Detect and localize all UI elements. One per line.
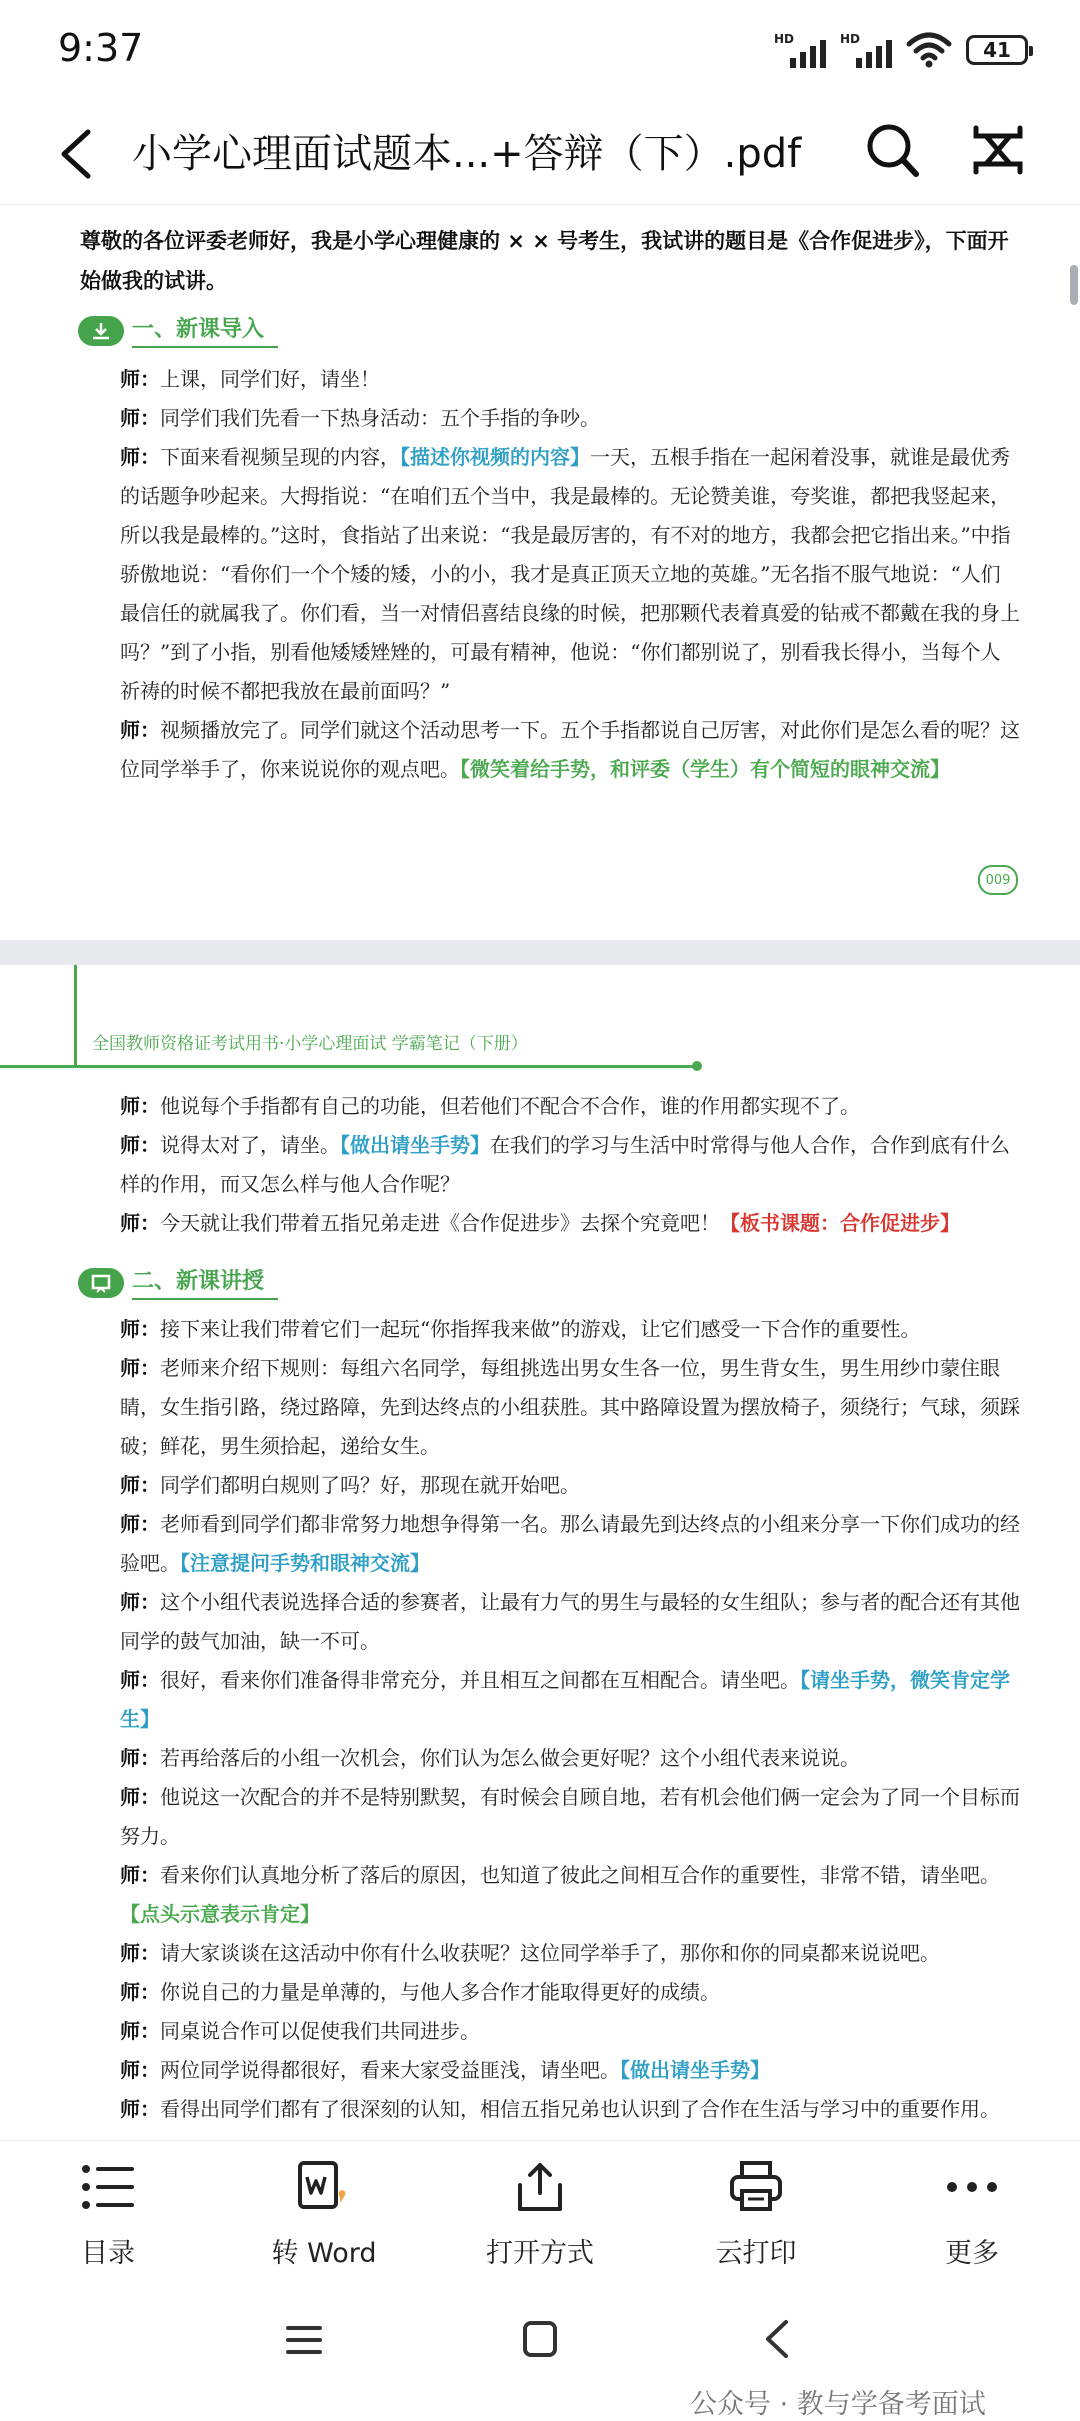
speaker-label: 师： xyxy=(120,2058,160,2082)
line-text: 很好，看来你们准备得非常充分，并且相互之间都在互相配合。请坐吧。 xyxy=(160,1668,800,1692)
pdf-viewer[interactable] xyxy=(0,205,1080,2140)
speaker-label: 师： xyxy=(120,1980,160,2004)
speaker-label: 师： xyxy=(120,2097,160,2121)
line-text: 在我们的学习与生活中时常得与他人合作，合作到底有什么样的作用，而又怎么样与他人合作呢？ xyxy=(120,1133,1010,1196)
battery-icon xyxy=(966,35,1028,65)
speaker-label: 师： xyxy=(120,1133,160,1157)
line-text: 请大家谈谈在这活动中你有什么收获呢？这位同学举手了，那你和你的同桌都来说说吧。 xyxy=(160,1941,940,1965)
header-rule xyxy=(0,1065,700,1068)
line-text: 视频播放完了。同学们就这个活动思考一下。五个手指都说自己厉害，对此你们是怎么看的呢？这位同学举手了，你来说说你的观点吧。 xyxy=(120,718,1020,781)
line-text: 看来你们认真地分析了落后的原因，也知道了彼此之间相互合作的重要性，非常不错，请坐吧。 xyxy=(160,1863,1000,1887)
speaker-label: 师： xyxy=(120,1941,160,1965)
speaker-label: 师： xyxy=(120,718,160,742)
intro-paragraph: 尊敬的各位评委老师好，我是小学心理健康的 × × 号考生，我试讲的题目是《合作促进步》，下面开始做我的试讲。 xyxy=(80,229,1009,293)
signal-icon xyxy=(774,30,826,70)
line-text: 同学们都明白规则了吗？好，那现在就开始吧。 xyxy=(160,1473,580,1497)
stage-direction: 【点头示意表示肯定】 xyxy=(120,1902,320,1926)
toolbar-label: 目录 xyxy=(81,2238,135,2269)
speaker-label: 师： xyxy=(120,1473,160,1497)
stage-direction: 【微笑着给手势，和评委（学生）有个简短的眼神交流】 xyxy=(460,757,950,781)
back-icon[interactable] xyxy=(760,2318,796,2360)
signal-hd-label: HD xyxy=(774,32,795,46)
section-heading xyxy=(78,1265,278,1301)
stage-direction: 【注意提问手势和眼神交流】 xyxy=(180,1551,430,1575)
word-convert-icon xyxy=(294,2159,354,2215)
line-text: 同桌说合作可以促使我们共同进步。 xyxy=(160,2019,480,2043)
section-title: 二、新课讲授 xyxy=(132,1266,278,1300)
toolbar-label: 云打印 xyxy=(715,2238,797,2269)
stage-direction: 【做出请坐手势】 xyxy=(340,1133,490,1157)
section-title: 一、新课导入 xyxy=(132,314,278,348)
home-icon[interactable] xyxy=(520,2318,560,2360)
line-text: 若再给落后的小组一次机会，你们认为怎么做会更好呢？这个小组代表来说说。 xyxy=(160,1746,860,1770)
line-text: 今天就让我们带着五指兄弟走进《合作促进步》去探个究竟吧！ xyxy=(160,1211,720,1235)
toolbar-item-convert-word[interactable] xyxy=(244,2159,404,2270)
board-icon xyxy=(78,1268,124,1298)
stage-direction: 【描述你视频的内容】 xyxy=(400,445,590,469)
speaker-label: 师： xyxy=(120,1512,160,1536)
header-rule xyxy=(74,965,77,1065)
signal-hd-label: HD xyxy=(840,32,861,46)
header-rule xyxy=(692,1061,702,1071)
toolbar-label: 转 Word xyxy=(271,2238,377,2269)
document-title: 小学心理面试题本...+答辩（下）.pdf xyxy=(132,131,802,177)
speaker-label: 师： xyxy=(120,1590,160,1614)
scrollbar-thumb[interactable] xyxy=(1070,265,1078,305)
line-text: 两位同学说得都很好，看来大家受益匪浅，请坐吧。 xyxy=(160,2058,620,2082)
search-icon[interactable] xyxy=(862,118,922,182)
line-text: 他说每个手指都有自己的功能，但若他们不配合不合作，谁的作用都实现不了。 xyxy=(160,1094,860,1118)
stage-direction: 【板书课题：合作促进步】 xyxy=(720,1211,960,1235)
share-icon xyxy=(510,2159,570,2215)
paragraph xyxy=(120,360,1020,789)
line-text: 你说自己的力量是单薄的，与他人多合作才能取得更好的成绩。 xyxy=(160,1980,720,2004)
line-text: 下面来看视频呈现的内容， xyxy=(160,445,400,469)
pdf-page xyxy=(0,205,1080,940)
line-text: 一天，五根手指在一起闲着没事，就谁是最优秀的话题争吵起来。大拇指说：“在咱们五个当中，我是最棒的。无论赞美谁，夸奖谁，都把我竖起来，所以我是最棒的。”这时，食指站了出来说：“我是最厉害的，有不对的地方，我都会把它指出来。”中指骄傲地说：“看你们一个个矮的矮，小的小，我才是真正顶天立地的英雄。”无名指不服气地说：“人们最信任的就属我了。你们看，当一对情侣喜结良缘的时候，把那颗代表着真爱的钻戒不都戴在我的身上吗？”到了小指，别看他矮矮矬矬的，可最有精神，他说：“你们都别说了，别看我长得小，当每个人祈祷的时候不都把我放在最前面吗？” xyxy=(120,445,1020,703)
battery-level: 41 xyxy=(983,38,1011,62)
wifi-icon xyxy=(906,30,952,70)
back-arrow-icon[interactable] xyxy=(52,126,102,182)
printer-icon xyxy=(726,2159,786,2215)
bottom-toolbar xyxy=(0,2140,1080,2291)
speaker-label: 师： xyxy=(120,1785,160,1809)
speaker-label: 师： xyxy=(120,1211,160,1235)
toolbar-item-open-with[interactable] xyxy=(460,2159,620,2270)
more-icon xyxy=(942,2159,1002,2215)
speaker-label: 师： xyxy=(120,1668,160,1692)
reading-mode-icon[interactable] xyxy=(968,118,1028,182)
toolbar-item-more[interactable] xyxy=(892,2159,1052,2270)
status-bar xyxy=(0,0,1080,100)
speaker-label: 师： xyxy=(120,1356,160,1380)
running-header: 全国教师资格证考试用书·小学心理面试 学霸笔记（下册） xyxy=(92,1034,528,1054)
watermark: 公众号 · 教与学备考面试 xyxy=(690,2389,986,2420)
speaker-label: 师： xyxy=(120,367,160,391)
toolbar-label: 更多 xyxy=(945,2238,999,2269)
stage-direction: 【请坐手势，微笑肯定学生】 xyxy=(120,1668,1010,1731)
signal-icon xyxy=(840,30,892,70)
speaker-label: 师： xyxy=(120,2019,160,2043)
line-text: 说得太对了，请坐。 xyxy=(160,1133,340,1157)
speaker-label: 师： xyxy=(120,445,160,469)
line-text: 接下来让我们带着它们一起玩“你指挥我来做”的游戏，让它们感受一下合作的重要性。 xyxy=(160,1317,921,1341)
line-text: 老师来介绍下规则：每组六名同学，每组挑选出男女生各一位，男生背女生，男生用纱巾蒙住眼睛，女生指引路，绕过路障，先到达终点的小组获胜。其中路障设置为摆放椅子，须绕行；气球，须踩破；鲜花，男生须拾起，递给女生。 xyxy=(120,1356,1020,1458)
paragraph xyxy=(120,1087,1020,1243)
paragraph xyxy=(120,1310,1020,2129)
line-text: 看得出同学们都有了很深刻的认知，相信五指兄弟也认识到了合作在生活与学习中的重要作用。 xyxy=(160,2097,1000,2121)
speaker-label: 师： xyxy=(120,1863,160,1887)
line-text: 上课，同学们好，请坐！ xyxy=(160,367,380,391)
line-text: 他说这一次配合的并不是特别默契，有时候会自顾自地，若有机会他们俩一定会为了同一个目标而努力。 xyxy=(120,1785,1020,1848)
line-text: 老师看到同学们都非常努力地想争得第一名。那么请最先到达终点的小组来分享一下你们成功的经验吧。 xyxy=(120,1512,1020,1575)
list-icon xyxy=(78,2159,138,2215)
toolbar-item-cloud-print[interactable] xyxy=(676,2159,836,2270)
stage-direction: 【做出请坐手势】 xyxy=(620,2058,770,2082)
speaker-label: 师： xyxy=(120,406,160,430)
toolbar-item-toc[interactable] xyxy=(28,2159,188,2270)
pdf-page xyxy=(0,965,1080,2140)
toolbar-label: 打开方式 xyxy=(486,2238,594,2269)
line-text: 同学们我们先看一下热身活动：五个手指的争吵。 xyxy=(160,406,600,430)
speaker-label: 师： xyxy=(120,1317,160,1341)
top-app-bar xyxy=(0,100,1080,205)
speaker-label: 师： xyxy=(120,1746,160,1770)
status-time: 9:37 xyxy=(58,26,144,70)
page-number: 009 xyxy=(978,865,1018,895)
speaker-label: 师： xyxy=(120,1094,160,1118)
status-icons xyxy=(774,28,1028,72)
line-text: 这个小组代表说选择合适的参赛者，让最有力气的男生与最轻的女生组队；参与者的配合还有其他同学的鼓气加油，缺一不可。 xyxy=(120,1590,1020,1653)
download-icon xyxy=(78,316,124,346)
section-heading xyxy=(78,313,278,349)
recent-apps-icon[interactable] xyxy=(284,2320,324,2360)
